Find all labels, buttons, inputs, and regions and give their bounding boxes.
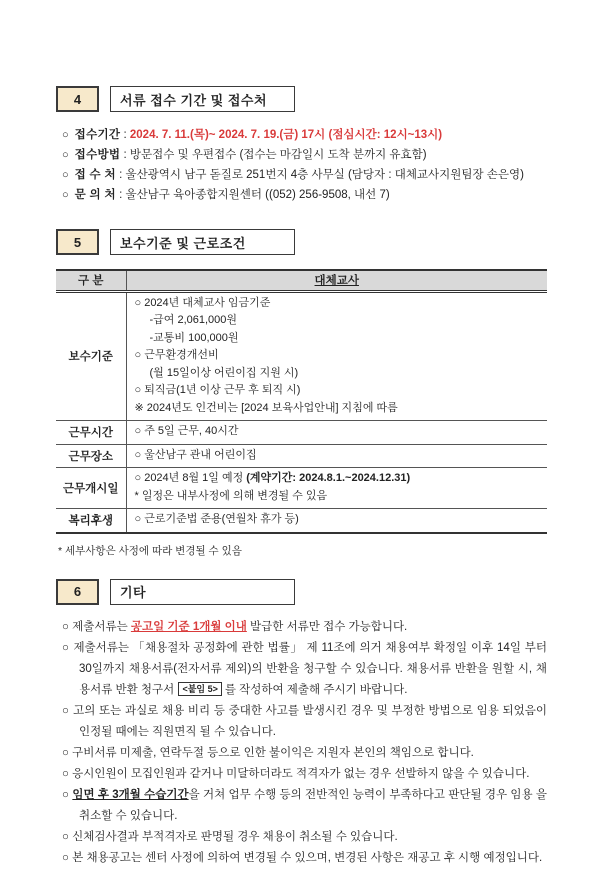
item-text: ○ 제출서류는 <box>62 620 131 633</box>
table-line: ○ 2024년 대체교사 임금기준 <box>134 296 271 309</box>
circle-bullet-icon: ○ <box>62 189 69 201</box>
list-item-physical-exam <box>62 827 547 848</box>
table-header-row <box>56 270 547 291</box>
table-line: -교통비 100,000원 <box>149 331 239 344</box>
probation-highlight-text: 임면 후 3개월 수습기간 <box>72 788 189 801</box>
row-content <box>126 509 547 533</box>
item-label: 접수방법 <box>74 149 121 161</box>
item-value: 울산광역시 남구 돋질로 251번지 4층 사무실 (담당자 : 대체교사지원팀장 손은영) <box>125 169 524 181</box>
row-label: 근무개시일 <box>56 468 126 509</box>
table-row-welfare <box>56 509 547 533</box>
row-label: 보수기준 <box>56 291 126 421</box>
section-5-header <box>56 229 547 255</box>
item-text: ○ 신체검사결과 부적격자로 판명될 경우 채용이 취소될 수 있습니다. <box>62 830 398 843</box>
list-item-document-validity <box>62 617 547 638</box>
list-item-probation-period <box>62 785 547 827</box>
section-6-title: 기타 <box>110 579 295 605</box>
section-6-items <box>62 617 547 869</box>
circle-bullet-icon: ○ <box>62 129 69 141</box>
item-text: 를 작성하여 제출해 주시기 바랍니다. <box>224 683 408 696</box>
item-text: ○ 본 채용공고는 센터 사정에 의하여 변경될 수 있으며, 변경된 사항은 재공고 후 시행 예정입니다. <box>62 851 543 864</box>
table-line: ○ 근무환경개선비 <box>134 349 219 361</box>
table-body <box>56 291 547 533</box>
table-line: * 일정은 내부사정에 의해 변경될 수 있음 <box>134 489 328 502</box>
list-item-dismissal-clause <box>62 701 547 743</box>
item-separator: : <box>120 149 130 161</box>
list-item-no-selection-clause <box>62 764 547 785</box>
table-footnote: * 세부사항은 사정에 따라 변경될 수 있음 <box>58 544 242 557</box>
table-line: ○ 근로기준법 준용(연월차 휴가 등) <box>134 513 299 525</box>
table-line <box>135 470 544 488</box>
section-6-number-badge: 6 <box>56 579 99 605</box>
table-row-working-hours <box>56 421 547 445</box>
section-4-header <box>56 86 547 112</box>
section-4-number-badge: 4 <box>56 86 99 112</box>
list-item-applicant-responsibility <box>62 743 547 764</box>
item-text: 을 거쳐 업무 수행 등의 전반적인 능력이 부족하다고 판단될 경우 임용 을 취소할 수 있습니다. <box>79 788 547 822</box>
table-line: ※ 2024년도 인건비는 [2024 보육사업안내] 지침에 따름 <box>134 401 398 414</box>
item-value: 울산남구 육아종합지원센터 ((052) 256-9508, 내선 7) <box>125 189 390 201</box>
table-line: -급여 2,061,000원 <box>149 314 238 326</box>
highlighted-deadline-text: 공고일 기준 1개월 이내 <box>130 620 247 633</box>
item-label: 문 의 처 <box>74 189 116 201</box>
list-item-document-return <box>62 638 547 701</box>
table-line: ○ 울산남구 관내 어린이집 <box>134 448 257 461</box>
table-row-pay-standard <box>56 291 547 421</box>
attachment-5-tag: <붙임 5> <box>178 682 221 696</box>
section-6-header <box>56 579 547 605</box>
row-content <box>126 468 547 509</box>
item-separator: : <box>115 169 126 181</box>
start-date-text: ○ 2024년 8월 1일 예정 <box>134 472 247 484</box>
section-6 <box>56 579 547 869</box>
item-label: 접수기간 <box>74 129 121 141</box>
item-label: 접 수 처 <box>74 169 116 181</box>
section-4-title: 서류 접수 기간 및 접수처 <box>110 86 295 112</box>
list-item-reception-place <box>62 165 547 185</box>
column-header-category: 구 분 <box>56 270 126 291</box>
item-separator: : <box>120 129 130 141</box>
row-content <box>126 421 547 445</box>
table-line: ○ 퇴직금(1년 이상 근무 후 퇴직 시) <box>134 384 301 396</box>
contract-period-text: (계약기간: 2024.8.1.~2024.12.31) <box>246 472 411 484</box>
pay-conditions-table <box>56 269 547 534</box>
circle-bullet-icon: ○ <box>62 149 69 161</box>
section-5-number-badge: 5 <box>56 229 99 255</box>
list-item-inquiry-contact <box>62 185 547 205</box>
column-header-substitute-teacher <box>126 270 547 291</box>
item-separator: : <box>115 189 126 201</box>
item-text: ○ 고의 또는 과실로 채용 비리 등 중대한 사고를 발생시킨 경우 및 부정한 방법으로 임용 되었음이 인정될 때에는 직원면직 될 수 있습니다. <box>62 704 547 738</box>
table-line: (월 15일이상 어린이집 지원 시) <box>149 366 299 379</box>
item-value-period: 2024. 7. 11.(목)~ 2024. 7. 19.(금) 17시 (점심시간: 12시~13시) <box>129 129 443 141</box>
list-item-reception-period <box>62 125 547 145</box>
item-text: ○ 구비서류 미제출, 연락두절 등으로 인한 불이익은 지원자 본인의 책임으로 합니다. <box>62 746 474 759</box>
table-head <box>56 270 547 291</box>
row-label: 근무장소 <box>56 444 126 468</box>
column-header-text: 대체교사 <box>314 275 359 288</box>
circle-bullet-icon: ○ <box>62 169 69 181</box>
item-text: ○ 응시인원이 모집인원과 같거나 미달하더라도 적격자가 없는 경우 선발하지 않을 수 있습니다. <box>62 767 530 780</box>
row-content <box>126 291 547 421</box>
section-5-title: 보수기준 및 근로조건 <box>110 229 295 255</box>
row-label: 복리후생 <box>56 509 126 533</box>
section-4-items <box>62 125 547 205</box>
table-line: ○ 주 5일 근무, 40시간 <box>134 425 239 437</box>
item-value: 방문접수 및 우편접수 (접수는 마감일시 도착 분까지 유효함) <box>129 149 427 161</box>
item-text: 발급한 서류만 접수 가능합니다. <box>246 620 408 633</box>
row-label: 근무시간 <box>56 421 126 445</box>
list-item-notice-change <box>62 848 547 869</box>
list-item-reception-method <box>62 145 547 165</box>
table-row-work-location <box>56 444 547 468</box>
row-content <box>126 444 547 468</box>
table-row-start-date <box>56 468 547 509</box>
item-text: ○ <box>62 788 73 801</box>
item-text: ○ 제출서류는 「채용절차 공정화에 관한 법률」 제 11조에 의거 채용여부 확정일 이후 14일 부터 30일까지 채용서류(전자서류 제외)의 반환을 청구할 수 있습니다. 채용서류 반환을 원할 시, 채용서류 반환 청구서 <box>62 641 547 696</box>
